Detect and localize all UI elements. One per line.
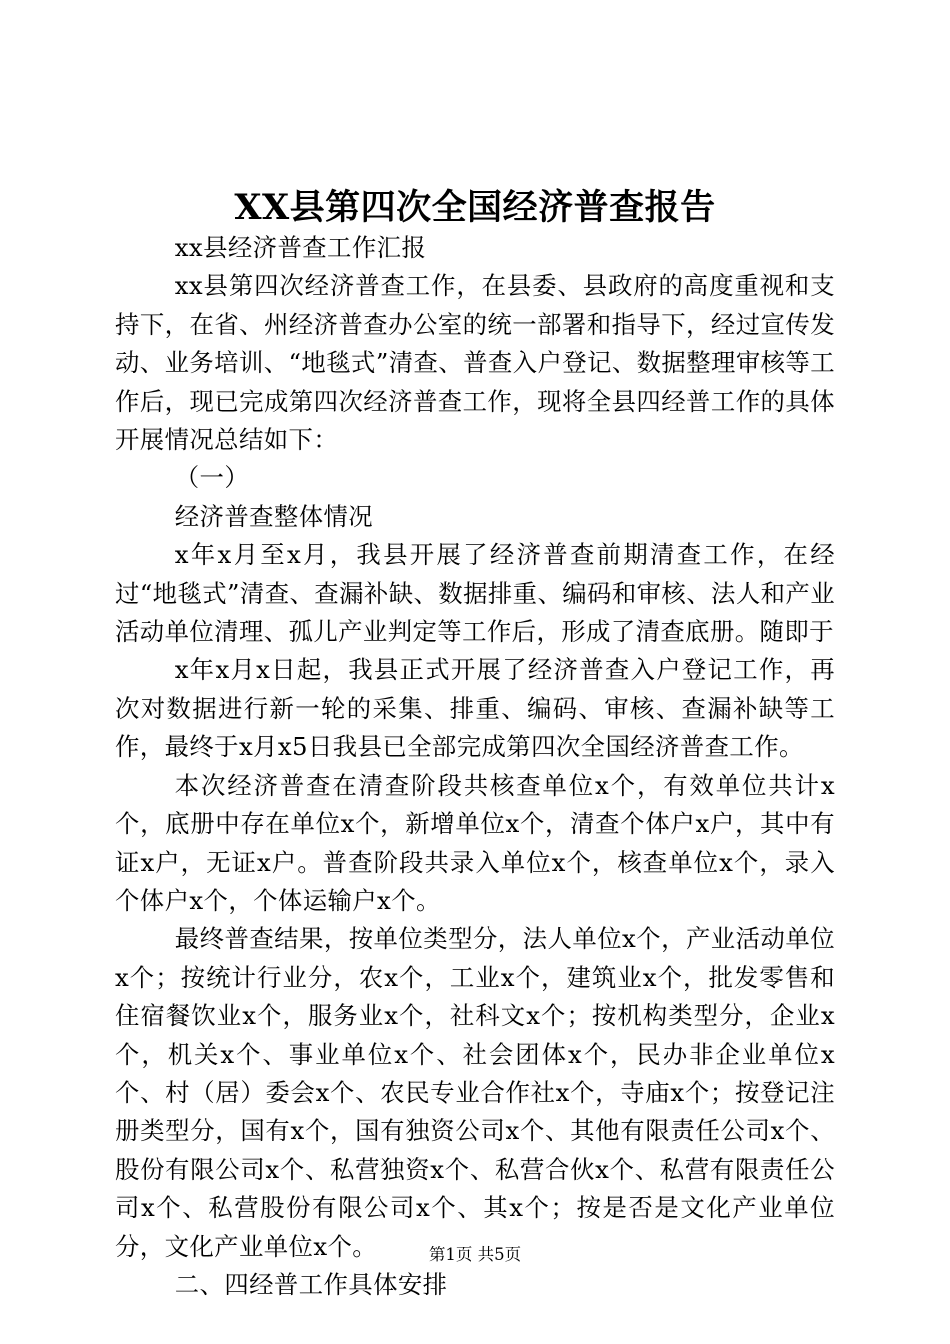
body-paragraph: x年x月至x月，我县开展了经济普查前期清查工作，在经过“地毯式”清查、查漏补缺、数据排重、编码和审核、法人和产业活动单位清理、孤儿产业判定等工作后，形成了清查底册。随即于 [115, 540, 835, 647]
document-title: XX县第四次全国经济普查报告 [234, 187, 716, 228]
intro-paragraph: xx县第四次经济普查工作，在县委、县政府的高度重视和支持下，在省、州经济普查办公室的统一部署和指导下，经过宣传发动、业务培训、“地毯式”清查、普查入户登记、数据整理审核等工作后，现已完成第四次经济普查工作，现将全县四经普工作的具体开展情况总结如下： [115, 271, 835, 455]
section-number: （一） [174, 463, 250, 493]
document-body [115, 229, 835, 1304]
body-paragraph: x年x月x日起，我县正式开展了经济普查入户登记工作，再次对数据进行新一轮的采集、排重、编码、审核、查漏补缺等工作，最终于x月x5日我县已全部完成第四次全国经济普查工作。 [115, 655, 835, 762]
body-paragraph: 本次经济普查在清查阶段共核查单位x个，有效单位共计x个，底册中存在单位x个，新增单位x个，清查个体户x户，其中有证x户，无证x户。普查阶段共录入单位x个，核查单位x个，录入个体户x个，个体运输户x个。 [115, 770, 835, 915]
report-subtitle: xx县经济普查工作汇报 [174, 233, 427, 262]
page-number-footer: 第1页 共5页 [428, 1245, 522, 1264]
section-heading-2: 二、四经普工作具体安排 [174, 1269, 448, 1299]
section-heading: 经济普查整体情况 [174, 501, 374, 531]
body-paragraph: 最终普查结果，按单位类型分，法人单位x个，产业活动单位x个；按统计行业分，农x个，工业x个，建筑业x个，批发零售和住宿餐饮业x个，服务业x个，社科文x个；按机构类型分，企业x个，机关x个、事业单位x个、社会团体x个，民办非企业单位x个、村（居）委会x个、农民专业合作社x个，寺庙x个；按登记注册类型分，国有x个，国有独资公司x个、其他有限责任公司x个、股份有限公司x个、私营独资x个、私营合伙x个、私营有限责任公司x个、私营股份有限公司x个、其x个；按是否是文化产业单位分，文化产业单位x个。 [115, 924, 835, 1261]
